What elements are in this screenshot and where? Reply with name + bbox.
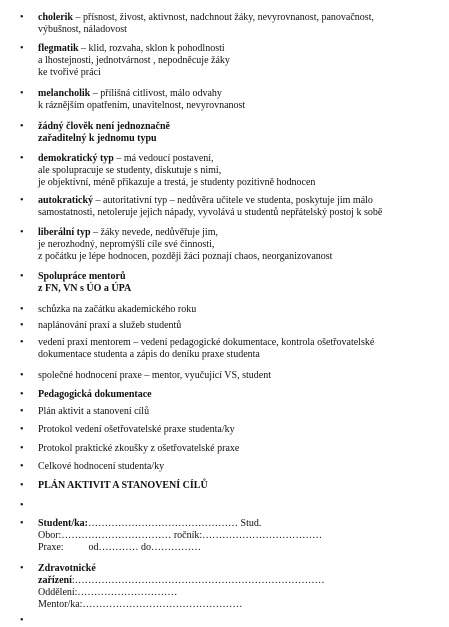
field-label-zdravotnicke: Zdravotnické bbox=[38, 563, 96, 574]
bullet-icon: • bbox=[20, 370, 24, 381]
bullet-icon: • bbox=[20, 43, 24, 54]
document-page: • cholerik – přísnost, živost, aktivnost, nadchnout žáky, nevyrovnanost, panovačnost, výbušnost, náladovost • flegmatik – klid, rozvaha, sklon k pohodlnosti a lhostejnosti, jednotvárnost , nepodněcuje žáky ke tvořivé práci • melancholik – přílišná citlivost, málo odvahy k ráznějším opatřením, unavitelnost, nevyrovnanost • žádný člověk není jednoznačně zařaditelný k jednomu typu • demokratický typ – má vedoucí postavení, ale spolupracuje se studenty, diskutuje s nimi, je objektivní, méně přikazuje a trestá, je studenty pozitivně hodnocen • autokratický – autoritativní typ – nedůvěra učitele ve studenta, poskytuje jim málo samostatnosti, netoleruje jejich nápady, vyvolává u studentů nepřátelský postoj k sobě • liberální typ – žáky nevede, nedůvěřuje jim, je nerozhodný, nepromýšlí cíle své činnosti, z počátku je lépe hodnocen, později žáci poznají chaos, neorganizovanost • Spolupráce mentorů z FN, VN s ÚO a ÚPA • schůzka na začátku akademického roku • naplánování praxí a služeb studentů • vedení praxí mentorem – vedení pedagogické dokumentace, kontrola ošetřovatelské dokumentace studenta a zápis do deníku praxe studenta • společné hodnocení praxe – mentor, vyučující VS, student • Pedagogická dokumentace • Plán aktivit a stanovení cílů • Protokol vedení ošetřovatelské praxe studenta/ky • Protokol praktické zkoušky z ošetřovatelské praxe • Celkové hodnocení studenta/ky • PLÁN AKTIVIT A STANOVENÍ CÍLŮ • • Student/ka:……………………………………… Stud. Obor:…………………………… ročník:……………………………… Praxe: od………… do…………… • Zdravotnické zařízení:………………………………………………………………… Oddělení:………………………… Mentor/ka:………………………………………… • bbox=[20, 12, 383, 626]
bullet-icon: • bbox=[20, 121, 24, 132]
bullet-icon: • bbox=[20, 337, 24, 348]
term-cholerik: cholerik bbox=[38, 12, 73, 23]
term-demokraticky: demokratický typ bbox=[38, 153, 114, 164]
bullet-icon: • bbox=[20, 461, 24, 472]
bullet-icon: • bbox=[20, 271, 24, 282]
field-label-student: Student/ka: bbox=[38, 518, 89, 529]
bullet-icon: • bbox=[20, 195, 24, 206]
bullet-icon: • bbox=[20, 443, 24, 454]
bullet-icon: • bbox=[20, 88, 24, 99]
term-flegmatik: flegmatik bbox=[38, 43, 79, 54]
bullet-icon: • bbox=[20, 518, 24, 529]
bullet-icon: • bbox=[20, 424, 24, 435]
bullet-icon: • bbox=[20, 153, 24, 164]
field-blank-student: ……………………………………… Stud. bbox=[88, 518, 262, 529]
bullet-icon: • bbox=[20, 12, 24, 23]
bullet-icon: • bbox=[20, 320, 24, 331]
section-heading: Pedagogická dokumentace bbox=[38, 389, 152, 400]
section-heading: PLÁN AKTIVIT A STANOVENÍ CÍLŮ bbox=[38, 480, 208, 491]
field-oddeleni: Oddělení:………………………… bbox=[38, 587, 178, 598]
field-obor-rocnik: Obor:…………………………… ročník:……………………………… bbox=[38, 530, 323, 541]
term-melancholik: melancholik bbox=[38, 88, 91, 99]
term-autokraticky: autokratický bbox=[38, 195, 93, 206]
field-praxe: Praxe: od………… do…………… bbox=[38, 542, 202, 553]
bullet-icon: • bbox=[20, 563, 24, 574]
bullet-icon: • bbox=[20, 500, 24, 511]
bullet-icon: • bbox=[20, 480, 24, 491]
field-mentor: Mentor/ka:………………………………………… bbox=[38, 599, 243, 610]
section-heading: Spolupráce mentorů bbox=[38, 271, 126, 282]
bullet-icon: • bbox=[20, 304, 24, 315]
bullet-icon: • bbox=[20, 406, 24, 417]
bullet-icon: • bbox=[20, 389, 24, 400]
bullet-icon: • bbox=[20, 227, 24, 238]
bullet-icon: • bbox=[20, 615, 24, 626]
term-liberalni: liberální typ bbox=[38, 227, 91, 238]
